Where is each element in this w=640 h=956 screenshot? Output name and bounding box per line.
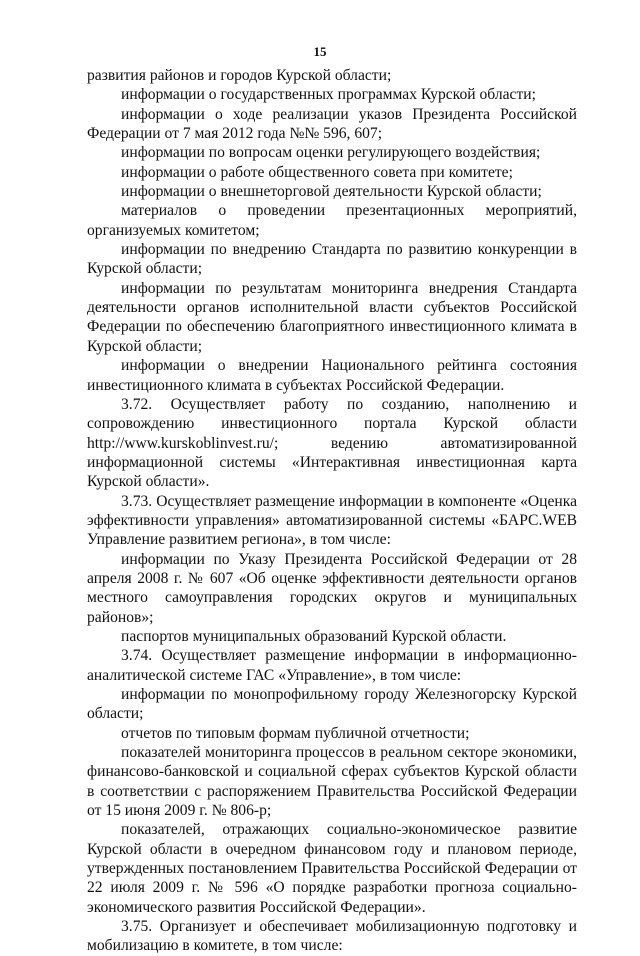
document-body [87, 66, 577, 956]
section-3-75: 3.75. Организует и обеспечивает мобилизационную подготовку и мобилизацию в комитете, в том числе: [87, 918, 577, 955]
paragraph: информации по монопрофильному городу Железногорску Курской области; [87, 686, 577, 723]
page-number: 15 [313, 44, 327, 59]
paragraph: информации по Указу Президента Российской Федерации от 28 апреля 2008 г. № 607 «Об оценке эффективности деятельности органов местного самоуправления городских округов и муниципальных районов»; [87, 550, 577, 626]
paragraph: паспортов муниципальных образований Курской области. [121, 627, 507, 645]
paragraph: материалов о проведении презентационных мероприятий, организуемых комитетом; [87, 202, 577, 239]
paragraph: показателей мониторинга процессов в реальном секторе экономики, финансово-банковской и социальной сферах субъектов Курской области в соответствии с распоряжением Правительства Российской Федерации от 15 июня 2009 г. № 806-р; [87, 744, 577, 820]
paragraph: информации о ходе реализации указов Президента Российской Федерации от 7 мая 2012 года №№ 596, 607; [87, 105, 577, 143]
paragraph: информации о внешнеторговой деятельности Курской области; [121, 183, 542, 201]
paragraph: информации о государственных программах Курской области; [121, 86, 536, 104]
section-3-74: 3.74. Осуществляет размещение информации в информационно-аналитической системе ГАС «Управление», в том числе: [87, 647, 577, 684]
paragraph: информации по результатам мониторинга внедрения Стандарта деятельности органов исполнительной власти субъектов Российской Федерации по обеспечению благоприятного инвестиционного климата в Курской области; [87, 279, 577, 355]
paragraph: отчетов по типовым формам публичной отчетности; [121, 724, 470, 742]
paragraph: информации о работе общественного совета при комитете; [121, 163, 513, 181]
paragraph-continuation: развития районов и городов Курской области; [87, 67, 392, 84]
paragraph: информации по вопросам оценки регулирующего воздействия; [121, 144, 541, 162]
paragraph: показателей, отражающих социально-экономическое развитие Курской области в очередном финансовом году и плановом периоде, утвержденных постановлением Правительства Российской Федерации от 22 июля 2009 г. № 596 «О порядке разработки прогноза социально-экономического развития Российской Федерации». [87, 821, 577, 916]
paragraph: информации о внедрении Национального рейтинга состояния инвестиционного климата в субъектах Российской Федерации. [87, 357, 577, 394]
section-3-72: 3.72. Осуществляет работу по созданию, наполнению и сопровождению инвестиционного портала Курской области http://www.kurskoblinvest.ru/; ведению автоматизированной информационной системы «Интерактивная инвестиционная карта Курской области». [87, 395, 577, 491]
paragraph: информации по внедрению Стандарта по развитию конкуренции в Курской области; [87, 241, 577, 278]
section-3-73: 3.73. Осуществляет размещение информации в компоненте «Оценка эффективности управления» автоматизированной системы «БАРС.WEB Управление развитием региона», в том числе: [87, 492, 577, 549]
